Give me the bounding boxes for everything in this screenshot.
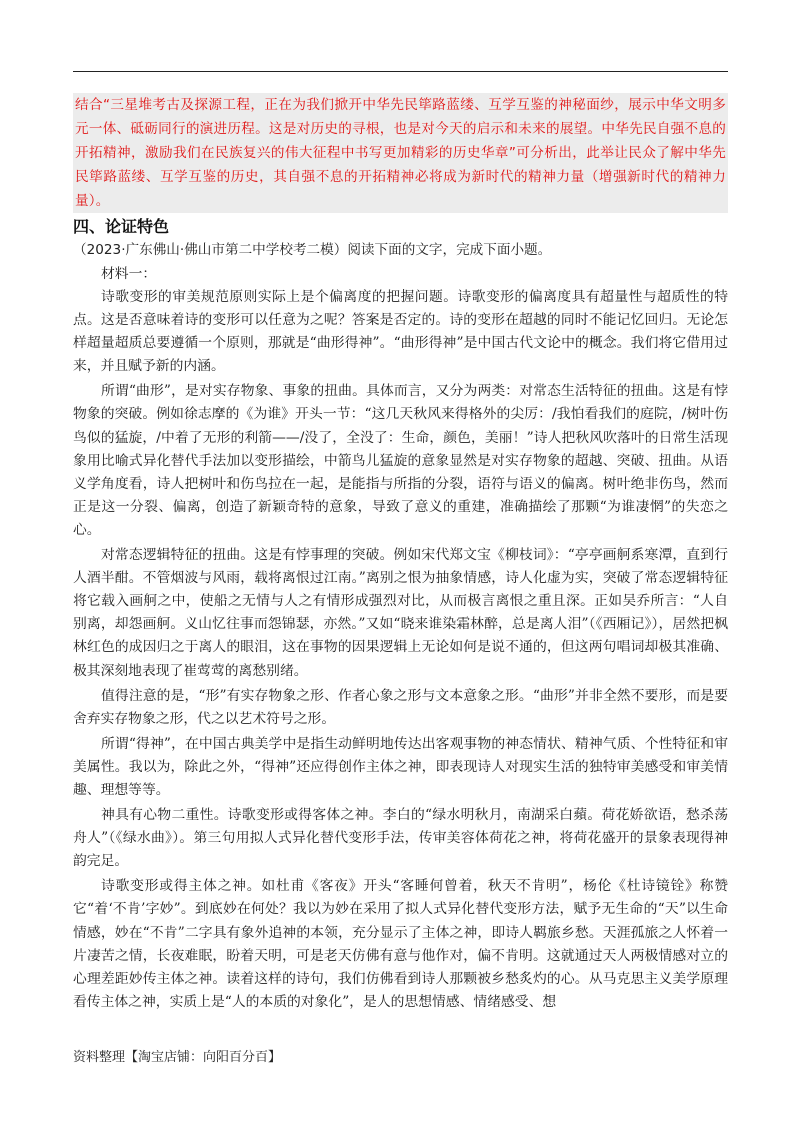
body-paragraph: 对常态逻辑特征的扭曲。这是有悖事理的突破。例如宋代郑文宝《柳枝词》：“亭亭画舸系寒潭，直到行人酒半酣。不管烟波与风雨，载将离恨过江南。”离别之恨为抽象情感，诗人化虚为实，突破了常态逻辑特征将它载入画舸之中，使船之无情与人之有情形成强烈对比，从而极言离恨之重且深。正如吴乔所言：“人自别离，却怨画舸。义山忆往事而怨锦瑟，亦然。”又如“晓来谁染霜林醉，总是离人泪”（《西厢记》），居然把枫林红色的成因归之于离人的眼泪，这在事物的因果逻辑上无论如何是说不通的，但这两句唱词却极其准确、极其深刻地表现了崔莺莺的离愁别绪。 [73, 547, 728, 679]
body-paragraph: 值得注意的是，“形”有实存物象之形、作者心象之形与文本意象之形。“曲形”并非全然不要形，而是要舍弃实存物象之形，代之以艺术符号之形。 [73, 687, 728, 727]
material-label: 材料一： [101, 266, 157, 282]
header-rule [73, 71, 728, 72]
body-paragraph: 神具有心物二重性。诗歌变形或得客体之神。李白的“绿水明秋月，南湖采白蘋。荷花娇欲语，愁杀荡舟人”（《绿水曲》）。第三句用拟人式异化替代变形手法，传审美容体荷花之神，将荷花盛开的景象表现得神韵完足。 [73, 807, 728, 870]
body-paragraph: 诗歌变形或得主体之神。如杜甫《客夜》开头“客睡何曾着，秋天不肯明”，杨伦《杜诗镜铨》称赞它“着‘不肯’字妙”。到底妙在何处？我以为妙在采用了拟人式异化替代变形方法，赋予无生命的“天”以生命情感，妙在“不肯”二字具有象外追神的本领，充分显示了主体之神，即诗人羁旅乡愁。天涯孤旅之人怀着一片凄苦之情，长夜难眠，盼着天明，可是老天仿佛有意与他作对，偏不肯明。这就通过天人两极情感对立的心理差距妙传主体之神。读着这样的诗句，我们仿佛看到诗人那颗被乡愁炙灼的心。从马克思主义美学原理看传主体之神，实质上是“人的本质的对象化”，是人的思想情感、情绪感受、想 [73, 878, 728, 1010]
document-body [73, 93, 728, 1016]
body-paragraph: 诗歌变形的审美规范原则实际上是个偏离度的把握问题。诗歌变形的偏离度具有超量性与超质性的特点。这是否意味着诗的变形可以任意为之呢？答案是否定的。诗的变形在超越的同时不能记忆回归。无论怎样超量超质总要遵循一个原则，那就是“曲形得神”。“曲形得神”是中国古代文论中的概念。我们将它借用过来，并且赋予新的内涵。 [73, 289, 728, 375]
section-heading: 四、论证特色 [73, 217, 170, 236]
question-source: （2023·广东佛山·佛山市第二中学校考二模）阅读下面的文字，完成下面小题。 [73, 242, 552, 258]
answer-paragraph: 结合“三星堆考古及探源工程，正在为我们掀开中华先民筚路蓝缕、互学互鉴的神秘面纱，展示中华文明多元一体、砥砺同行的演进历程。这是对历史的寻根，也是对今天的启示和未来的展望。中华先民自强不息的开拓精神，激励我们在民族复兴的伟大征程中书写更加精彩的历史华章”可分析出，此举让民众了解中华先民筚路蓝缕、互学互鉴的历史，其自强不息的开拓精神必将成为新时代的精神力量（增强新时代的精神力量）。 [73, 93, 728, 213]
body-paragraph: 所谓“得神”，在中国古典美学中是指生动鲜明地传达出客观事物的神态情状、精神气质、个性特征和审美属性。我以为，除此之外，“得神”还应得创作主体之神，即表现诗人对现实生活的独特审美感受和审美情趣、理想等等。 [73, 735, 728, 798]
page-footer: 资料整理【淘宝店铺：向阳百分百】 [73, 1050, 282, 1065]
body-paragraph: 所谓“曲形”，是对实存物象、事象的扭曲。具体而言，又分为两类：对常态生活特征的扭曲。这是有悖物象的突破。例如徐志摩的《为谁》开头一节：“这几天秋风来得格外的尖厉：/我怕看我们的庭院，/树叶伤鸟似的猛旋，/中着了无形的利箭——/没了，全没了：生命，颜色，美丽！”诗人把秋风吹落叶的日常生活现象用比喻式异化替代手法加以变形描绘，中箭鸟儿猛旋的意象显然是对实存物象的超越、突破、扭曲。从语义学角度看，诗人把树叶和伤鸟拉在一起，是能指与所指的分裂，语符与语义的偏离。树叶绝非伤鸟，然而正是这一分裂、偏离，创造了新颖奇特的意象，导致了意义的重建，准确描绘了那颗“为谁凄惘”的失恋之心。 [73, 383, 728, 538]
